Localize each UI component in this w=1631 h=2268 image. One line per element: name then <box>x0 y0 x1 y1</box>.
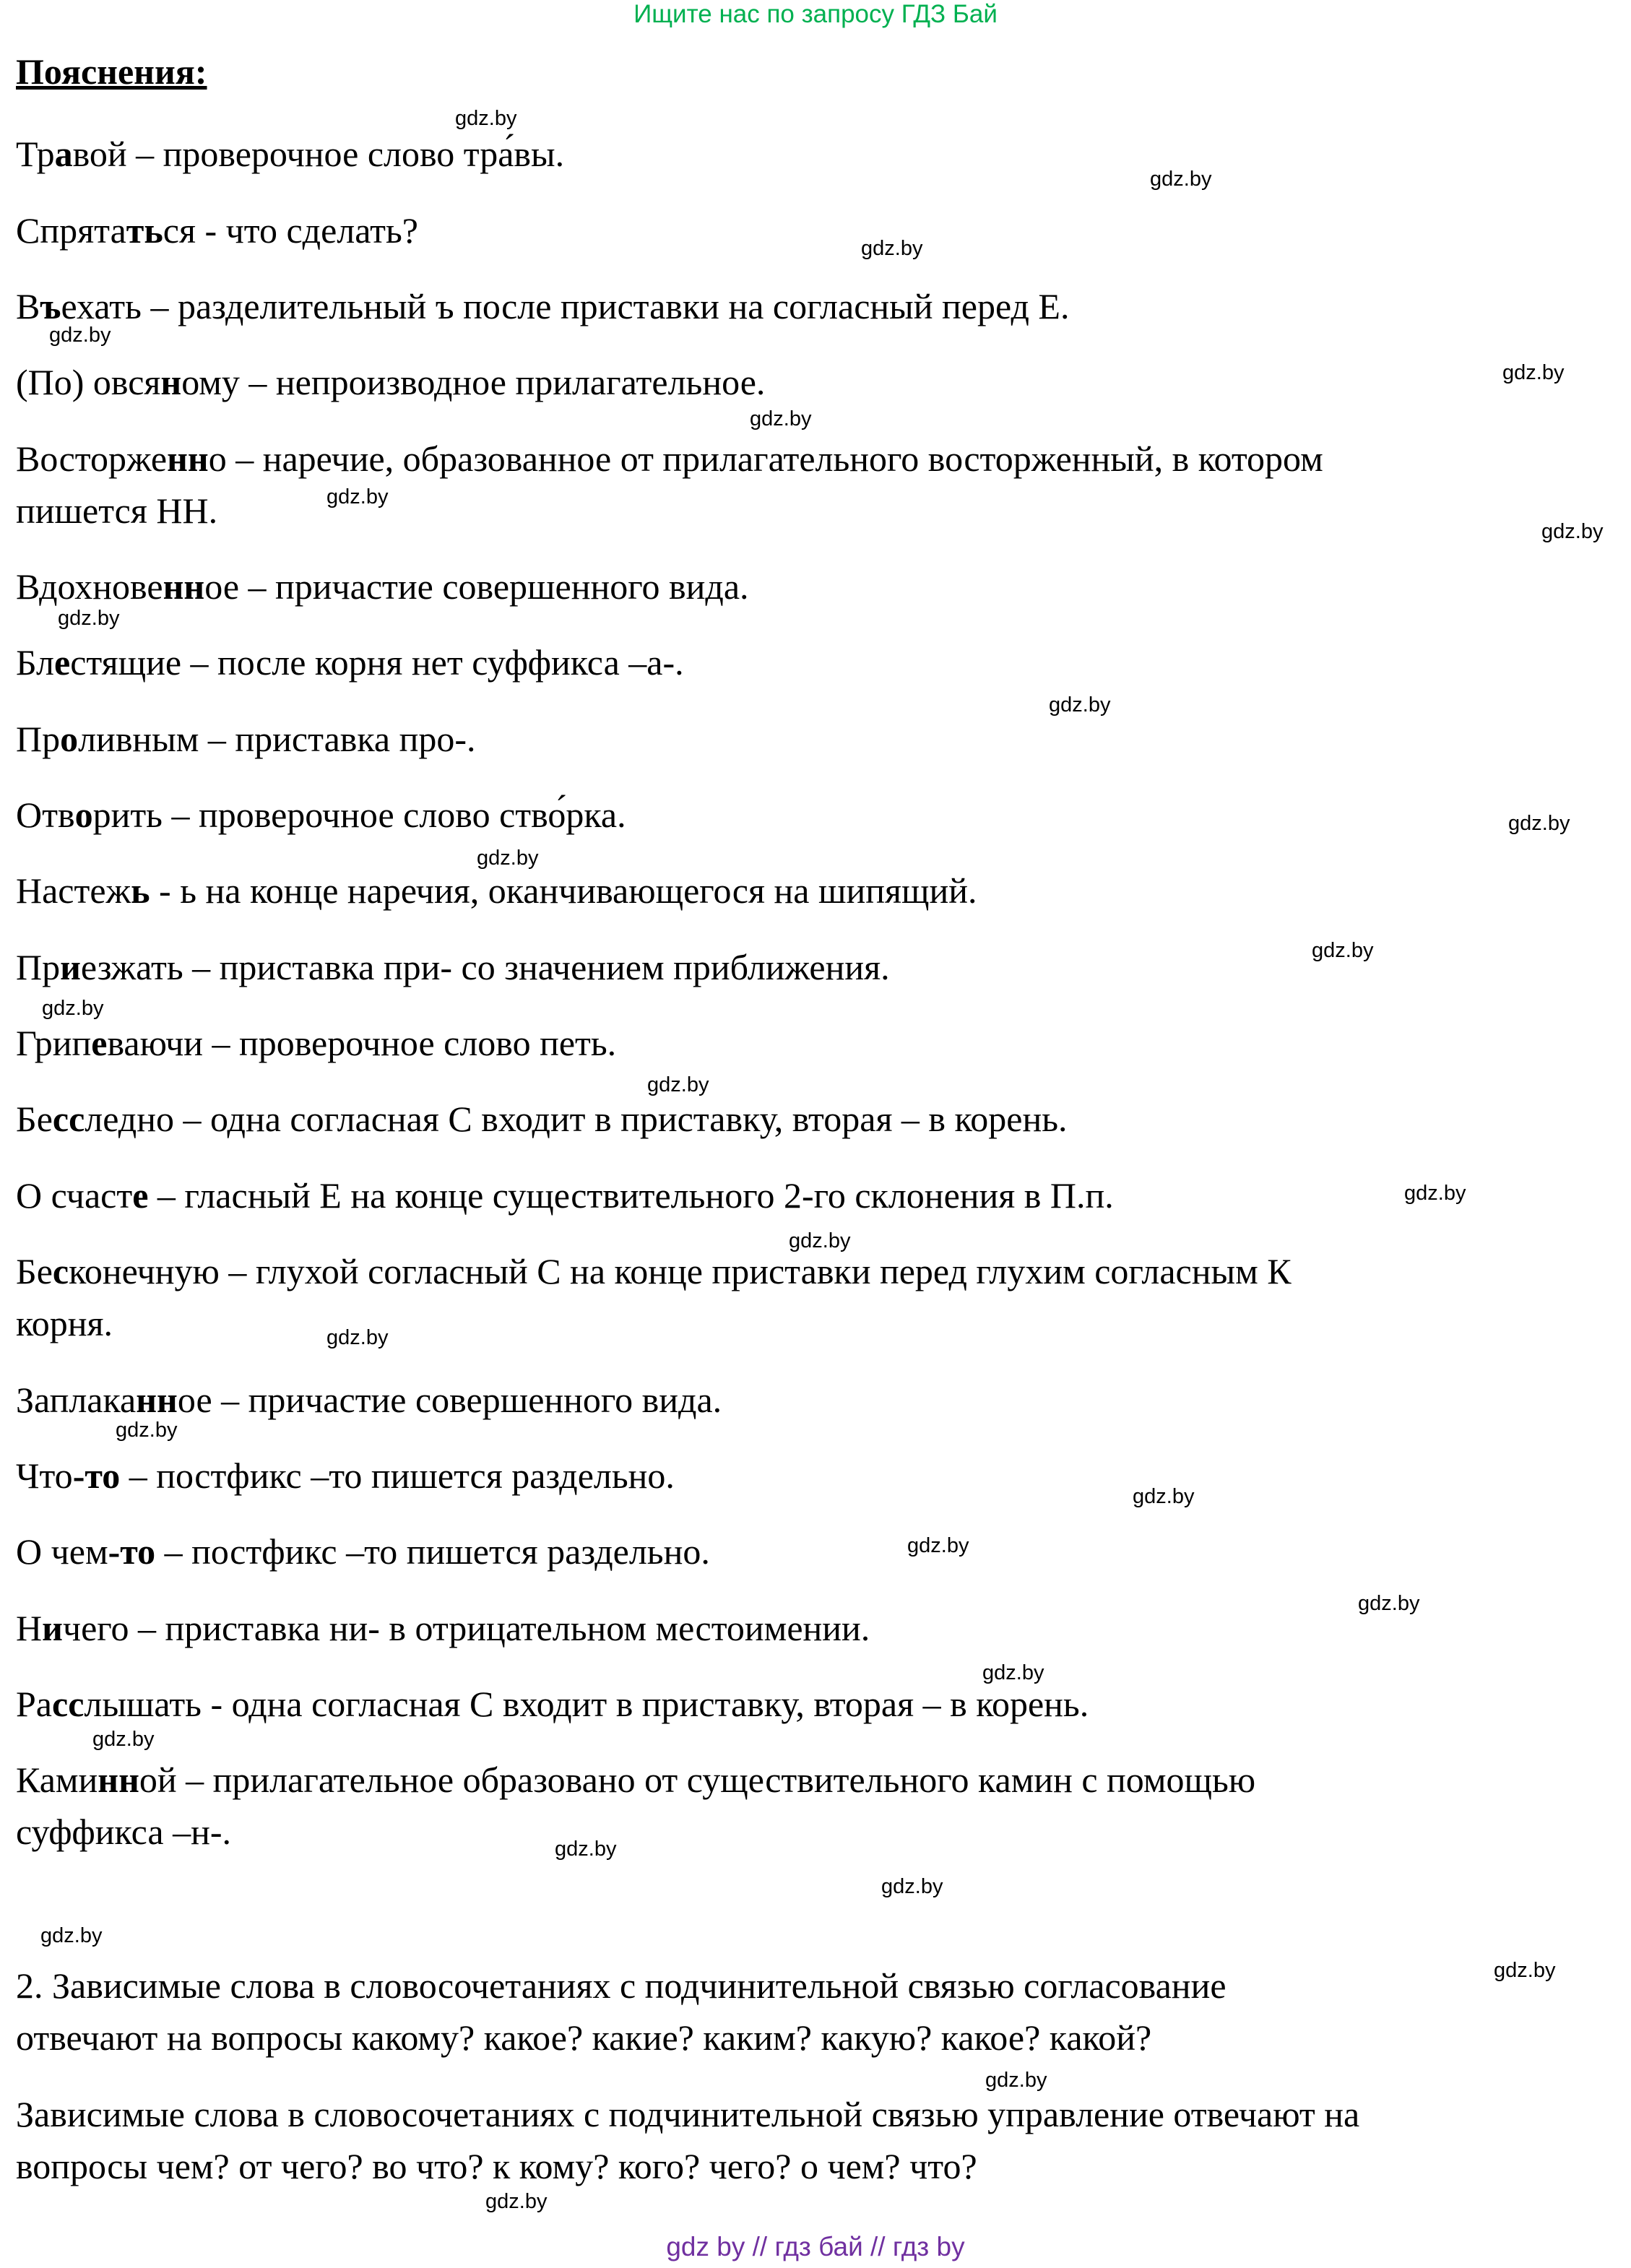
text-line: вопросы чем? от чего? во что? к кому? кого? чего? о чем? что? <box>16 2146 977 2186</box>
watermark: gdz.by <box>477 847 539 870</box>
text-line: Восторженно – наречие, образованное от прилагательного восторженный, в котором <box>16 438 1323 479</box>
text-line: Зависимые слова в словосочетаниях с подчинительной связью управление отвечают на <box>16 2094 1360 2134</box>
watermark: gdz.by <box>1508 812 1570 835</box>
watermark: gdz.by <box>92 1728 155 1751</box>
text-line: Спрятаться - что сделать? <box>16 210 418 251</box>
top-banner: Ищите нас по запросу ГДЗ Бай <box>633 0 998 28</box>
text-line: Приезжать – приставка при- со значением приближения. <box>16 947 890 987</box>
text-line: Травой – проверочное слово тра́вы. <box>16 134 565 174</box>
text-line: суффикса –н-. <box>16 1812 231 1852</box>
text-line: 2. Зависимые слова в словосочетаниях с подчинительной связью согласование <box>16 1965 1227 2006</box>
text-line: Блестящие – после корня нет суффикса –а-. <box>16 642 684 683</box>
text-line: Заплаканное – причастие совершенного вида. <box>16 1380 722 1420</box>
watermark: gdz.by <box>789 1229 851 1252</box>
text-line: пишется НН. <box>16 490 218 531</box>
watermark: gdz.by <box>861 237 923 260</box>
watermark: gdz.by <box>1541 520 1604 543</box>
footer-links: gdz by // гдз бай // гдз by <box>666 2232 965 2261</box>
watermark: gdz.by <box>485 2190 548 2213</box>
watermark: gdz.by <box>326 485 389 508</box>
text-line: О счасте – гласный Е на конце существительного 2-го склонения в П.п. <box>16 1175 1114 1216</box>
section-heading: Пояснения: <box>16 51 207 92</box>
text-line: Что-то – постфикс –то пишется раздельно. <box>16 1455 675 1496</box>
watermark: gdz.by <box>1150 168 1212 191</box>
watermark: gdz.by <box>1133 1485 1195 1508</box>
watermark: gdz.by <box>750 407 812 430</box>
watermark: gdz.by <box>555 1838 617 1861</box>
text-line: Въехать – разделительный ъ после приставки на согласный перед Е. <box>16 286 1070 326</box>
watermark: gdz.by <box>985 2069 1047 2092</box>
text-line: Грипеваючи – проверочное слово петь. <box>16 1023 617 1063</box>
watermark: gdz.by <box>40 1924 103 1947</box>
watermark: gdz.by <box>982 1661 1044 1684</box>
watermark: gdz.by <box>1502 361 1565 384</box>
watermark: gdz.by <box>1404 1182 1466 1205</box>
watermark: gdz.by <box>647 1073 709 1096</box>
text-line: О чем-то – постфикс –то пишется раздельно. <box>16 1531 710 1572</box>
text-line: Каминной – прилагательное образовано от существительного камин с помощью <box>16 1760 1256 1800</box>
watermark: gdz.by <box>1358 1592 1420 1615</box>
text-line: Настежь - ь на конце наречия, оканчивающегося на шипящий. <box>16 870 977 911</box>
watermark: gdz.by <box>1312 939 1374 962</box>
text-line: отвечают на вопросы какому? какое? какие? каким? какую? какое? какой? <box>16 2017 1152 2058</box>
text-line: Бесследно – одна согласная С входит в приставку, вторая – в корень. <box>16 1099 1068 1139</box>
watermark: gdz.by <box>907 1534 969 1557</box>
text-line: Отворить – проверочное слово ство́рка. <box>16 795 626 835</box>
text-line: Бесконечную – глухой согласный С на конце приставки перед глухим согласным К <box>16 1251 1292 1291</box>
watermark: gdz.by <box>455 107 517 130</box>
watermark: gdz.by <box>881 1875 943 1898</box>
watermark: gdz.by <box>49 324 111 347</box>
watermark: gdz.by <box>1494 1959 1556 1982</box>
text-line: Расслышать - одна согласная С входит в приставку, вторая – в корень. <box>16 1684 1089 1724</box>
text-line: Проливным – приставка про-. <box>16 719 476 759</box>
text-line: (По) овсяному – непроизводное прилагательное. <box>16 362 766 402</box>
watermark: gdz.by <box>116 1419 178 1442</box>
watermark: gdz.by <box>58 607 120 630</box>
watermark: gdz.by <box>42 997 104 1020</box>
watermark: gdz.by <box>326 1326 389 1349</box>
text-line: Вдохновенное – причастие совершенного вида. <box>16 566 749 607</box>
watermark: gdz.by <box>1049 693 1111 717</box>
text-line: Ничего – приставка ни- в отрицательном местоимении. <box>16 1608 870 1648</box>
text-line: корня. <box>16 1303 113 1343</box>
